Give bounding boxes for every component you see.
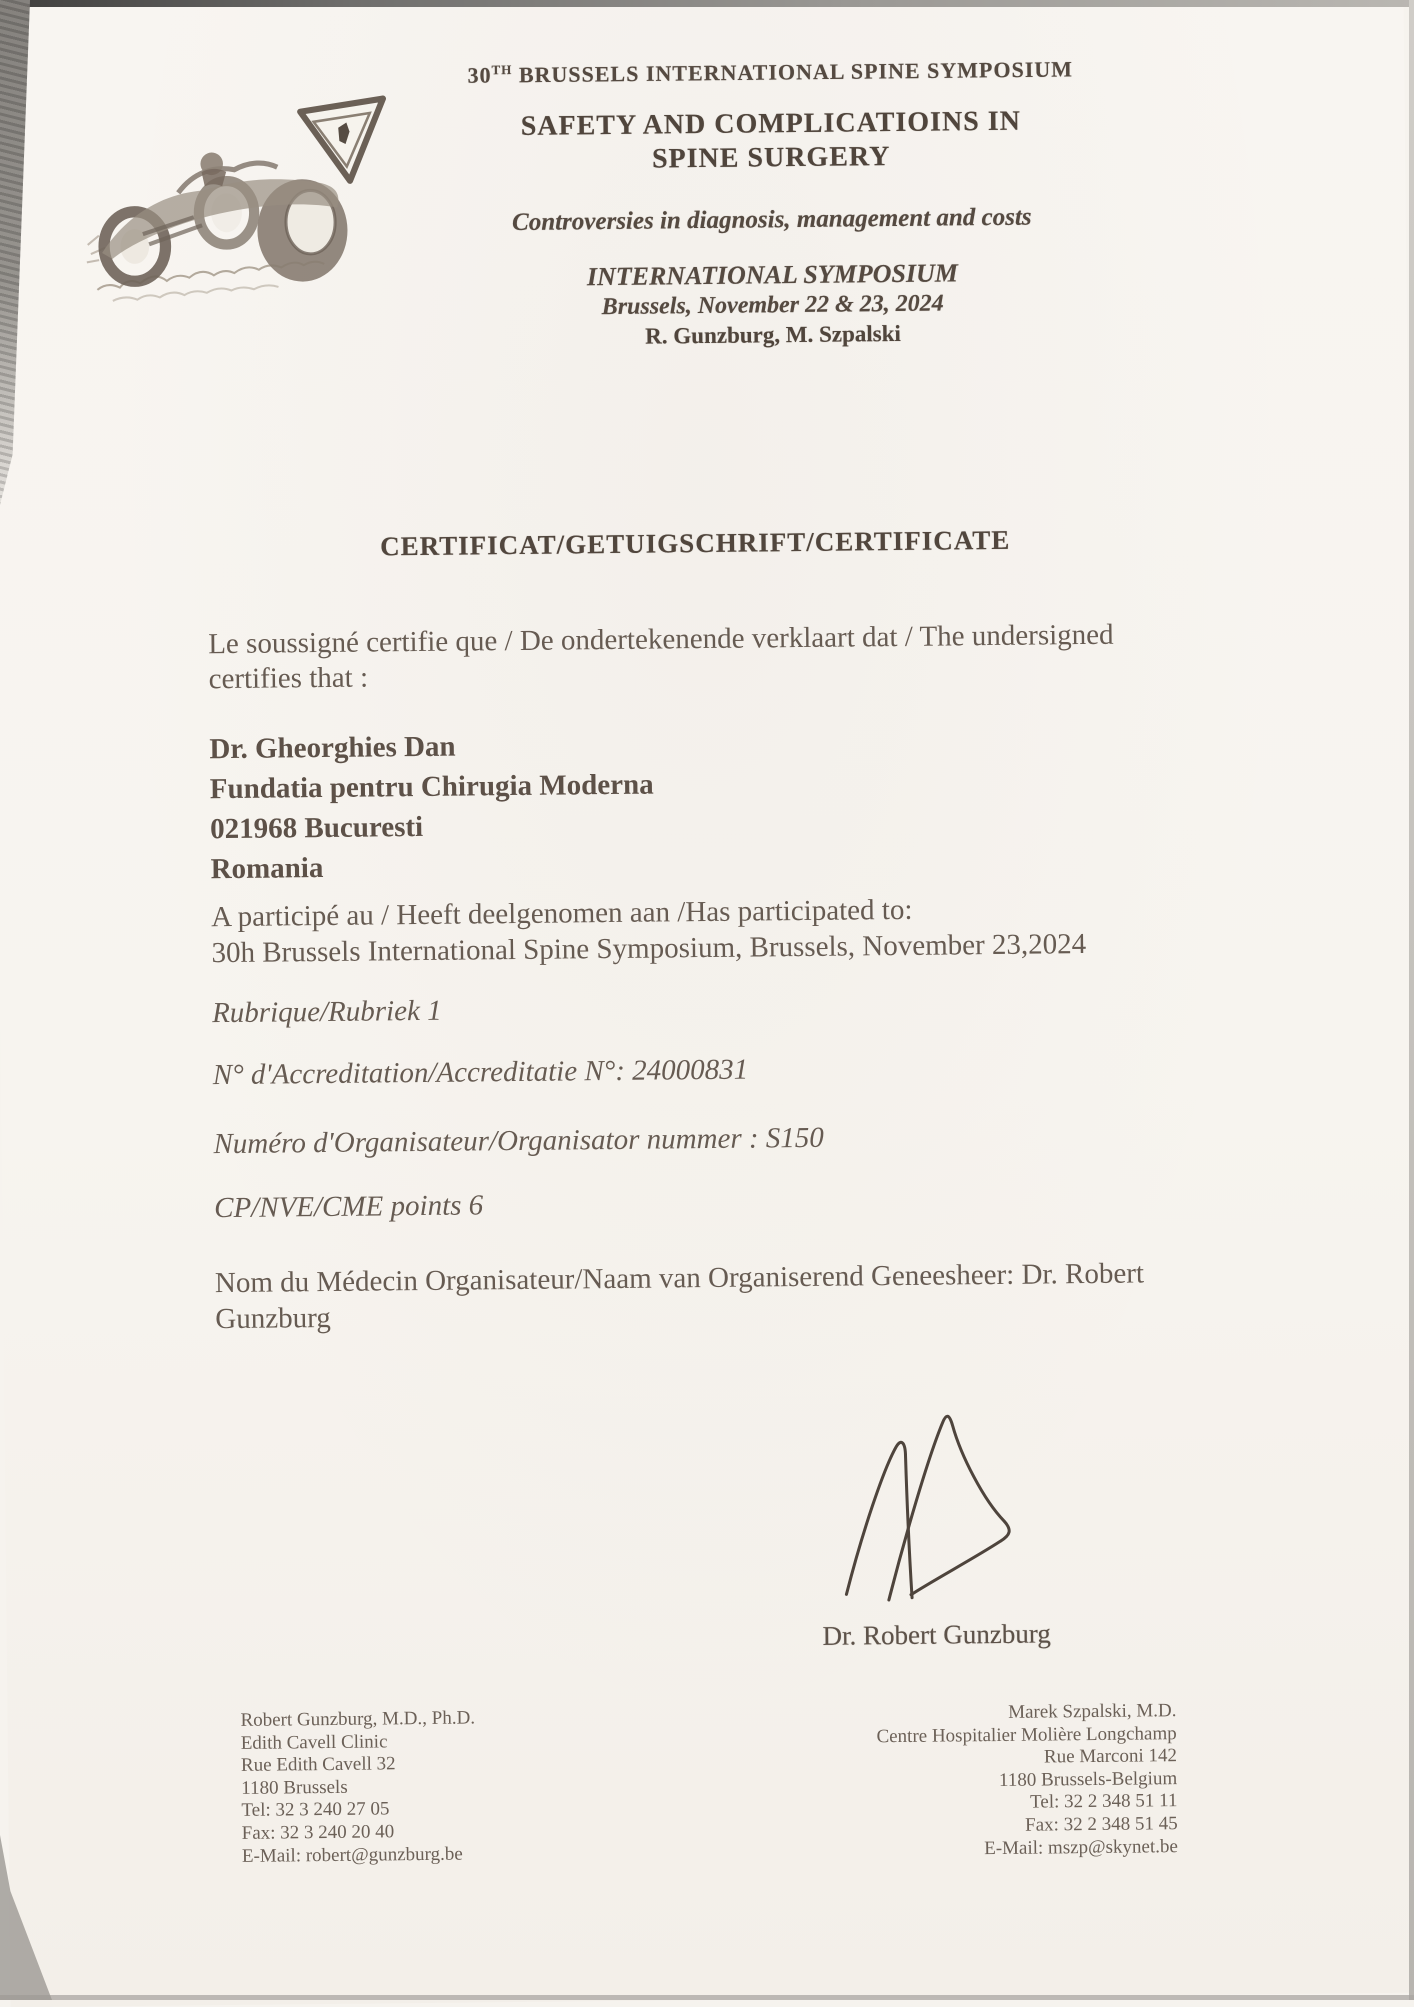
contact-block-szpalski: [876, 1700, 1178, 1861]
organizer-name-block: [215, 1254, 1256, 1337]
warning-triangle-icon: [300, 99, 384, 182]
participation-block: [211, 888, 1252, 971]
rubrique-line: Rubrique/Rubriek 1: [211, 994, 442, 1030]
signatory-name: Dr. Robert Gunzburg: [822, 1618, 1051, 1651]
symposium-edition-line: [370, 55, 1170, 90]
organizer-name-line: Nom du Médecin Organisateur/Naam van Organiserend Geneesheer: Dr. Robert: [214, 1257, 1145, 1300]
edition-ordinal-suffix: TH: [491, 61, 513, 78]
scan-edge-right: [1409, 0, 1414, 2000]
event-title-line2: SPINE SURGERY: [651, 141, 891, 176]
recipient-city: 021968 Bucuresti: [210, 810, 424, 846]
organizer-name-line: Gunzburg: [215, 1301, 331, 1336]
date-location-line: Brussels, November 22 & 23, 2024: [601, 290, 944, 320]
scan-edge-top: [0, 0, 1414, 7]
cme-points-line: CP/NVE/CME points 6: [213, 1189, 484, 1225]
signature-strokes-icon: [822, 1398, 1046, 1612]
contact-clinic: Edith Cavell Clinic: [240, 1730, 388, 1754]
accreditation-number-line: N° d'Accreditation/Accreditatie N°: 24000831: [212, 1053, 749, 1092]
event-subtitle: Controversies in diagnosis, management and costs: [511, 203, 1032, 236]
contact-email: E-Mail: mszp@skynet.be: [984, 1835, 1178, 1859]
intro-line: certifies that :: [208, 661, 369, 696]
participation-line: A participé au / Heeft deelgenomen aan /Has participated to:: [210, 893, 913, 934]
contact-street: Rue Marconi 142: [1043, 1745, 1178, 1768]
contact-clinic: Centre Hospitalier Molière Longchamp: [876, 1722, 1177, 1747]
participation-event-line: 30h Brussels International Spine Symposium, Brussels, November 23,2024: [211, 928, 1087, 970]
contact-name: Robert Gunzburg, M.D., Ph.D.: [240, 1707, 476, 1731]
organizers-line: R. Gunzburg, M. Szpalski: [645, 320, 901, 349]
contact-tel: Tel: 32 2 348 51 11: [1029, 1790, 1178, 1814]
contact-fax: Fax: 32 2 348 51 45: [1025, 1813, 1178, 1836]
contact-street: Rue Edith Cavell 32: [240, 1753, 396, 1777]
handwritten-signature: [822, 1398, 1046, 1612]
recipient-country: Romania: [210, 852, 324, 886]
contact-fax: Fax: 32 3 240 20 40: [241, 1821, 395, 1844]
certificate-header: [370, 0, 1174, 352]
intro-paragraph: [208, 616, 1249, 697]
recipient-organization: Fundatia pentru Chirugia Moderna: [209, 768, 654, 806]
contact-email: E-Mail: robert@gunzburg.be: [241, 1843, 463, 1867]
event-title: [371, 103, 1172, 180]
organisator-number-line: Numéro d'Organisateur/Organisator nummer : S150: [213, 1121, 824, 1161]
event-logo: [78, 88, 390, 311]
contact-city: 1180 Brussels: [241, 1776, 348, 1799]
edition-title: BRUSSELS INTERNATIONAL SPINE SYMPOSIUM: [518, 56, 1074, 88]
certificate-heading: CERTIFICAT/GETUIGSCHRIFT/CERTIFICATE: [379, 524, 1011, 562]
contact-name: Marek Szpalski, M.D.: [1008, 1700, 1177, 1723]
contact-tel: Tel: 32 3 240 27 05: [241, 1798, 390, 1822]
edition-number: 30: [467, 62, 492, 88]
event-title-line1: SAFETY AND COMPLICATIOINS IN: [520, 105, 1022, 143]
scan-edge-bottom: [0, 1995, 1414, 2000]
recipient-name: Dr. Gheorghies Dan: [209, 730, 456, 766]
intro-line: Le soussigné certifie que / De ondertekenende verklaart dat / The undersigned: [208, 618, 1114, 661]
symposium-type-line: INTERNATIONAL SYMPOSIUM: [586, 257, 959, 291]
crashed-car-illustration-icon: [78, 88, 390, 311]
recipient-block: [209, 718, 1251, 889]
contact-block-gunzburg: [240, 1707, 476, 1868]
contact-city: 1180 Brussels-Belgium: [998, 1767, 1178, 1791]
